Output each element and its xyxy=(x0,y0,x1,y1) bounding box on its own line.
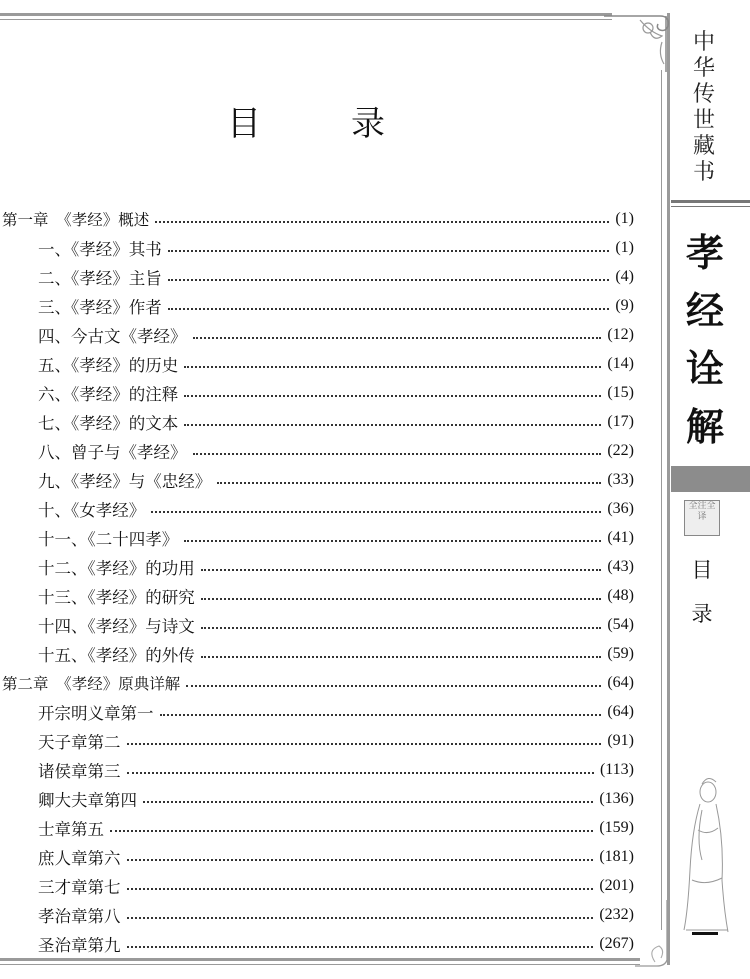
toc-section-row xyxy=(0,610,634,639)
toc-page-number: (15) xyxy=(607,383,634,401)
frame-right-rule-thin xyxy=(661,70,662,930)
book-title-char: 孝 xyxy=(685,230,724,275)
series-title xyxy=(688,30,720,186)
toc-dot-leader xyxy=(193,453,602,455)
toc-page-number: (33) xyxy=(607,470,634,488)
toc-page-number: (43) xyxy=(607,557,634,575)
page-title: 目 录 xyxy=(227,104,413,144)
toc-page-number: (181) xyxy=(599,847,634,865)
book-title xyxy=(683,224,727,456)
toc-dot-leader xyxy=(127,772,594,774)
toc-entry-label: 孝治章第八 xyxy=(38,906,121,926)
series-title-char: 传 xyxy=(692,82,715,107)
toc-dot-leader xyxy=(193,337,602,339)
toc-section-row xyxy=(0,494,634,523)
frame-bottom-rule xyxy=(0,958,640,961)
toc-section-row xyxy=(0,871,634,900)
toc-dot-leader xyxy=(184,395,601,397)
toc-entry-label: 天子章第二 xyxy=(38,732,121,752)
series-title-char: 世 xyxy=(692,108,715,133)
toc-chapter-row xyxy=(0,668,634,697)
toc-page-number: (54) xyxy=(607,615,634,633)
toc-section-row xyxy=(0,697,634,726)
toc-page-number: (64) xyxy=(607,673,634,691)
toc-page-number: (64) xyxy=(607,702,634,720)
toc-section-row xyxy=(0,233,634,262)
toc-section-row xyxy=(0,581,634,610)
section-title xyxy=(690,548,714,636)
toc-dot-leader xyxy=(151,511,601,513)
toc-entry-label: 第一章 《孝经》概述 xyxy=(2,210,150,229)
toc-page-number: (136) xyxy=(599,789,634,807)
toc-entry-label: 诸侯章第三 xyxy=(38,761,121,781)
toc-page-number: (9) xyxy=(615,296,634,314)
toc-dot-leader xyxy=(201,627,602,629)
seal-logo xyxy=(684,500,720,536)
toc-page-number: (267) xyxy=(599,934,634,952)
toc-entry-label: 五、《孝经》的历史 xyxy=(38,355,179,375)
toc-dot-leader xyxy=(201,656,602,658)
scholar-figure-icon xyxy=(672,770,732,940)
frame-bottom-rule-thin xyxy=(0,964,640,965)
toc-section-row xyxy=(0,755,634,784)
toc-section-row xyxy=(0,320,634,349)
toc-entry-label: 三才章第七 xyxy=(38,877,121,897)
toc-section-row xyxy=(0,813,634,842)
toc-dot-leader xyxy=(168,279,610,281)
toc-section-row xyxy=(0,639,634,668)
toc-entry-label: 卿大夫章第四 xyxy=(38,790,137,810)
toc-section-row xyxy=(0,523,634,552)
sidebar-rule xyxy=(671,200,750,203)
toc-entry-label: 庶人章第六 xyxy=(38,848,121,868)
toc-dot-leader xyxy=(160,714,602,716)
toc-entry-label: 十一、《二十四孝》 xyxy=(38,529,179,549)
toc-entry-label: 十五、《孝经》的外传 xyxy=(38,645,195,665)
toc-page-number: (1) xyxy=(615,238,634,256)
toc-page-number: (22) xyxy=(607,441,634,459)
page-marker xyxy=(692,932,718,935)
toc-dot-leader xyxy=(127,917,594,919)
toc-section-row xyxy=(0,465,634,494)
toc-page-number: (14) xyxy=(607,354,634,372)
toc-page-number: (201) xyxy=(599,876,634,894)
toc-entry-label: 十、《女孝经》 xyxy=(38,500,146,520)
toc-page-number: (48) xyxy=(607,586,634,604)
toc-dot-leader xyxy=(201,569,602,571)
toc-page-number: (232) xyxy=(599,905,634,923)
toc-page-number: (41) xyxy=(607,528,634,546)
toc-page-number: (1) xyxy=(615,209,634,227)
toc-section-row xyxy=(0,378,634,407)
table-of-contents xyxy=(0,204,634,958)
toc-entry-label: 二、《孝经》主旨 xyxy=(38,268,162,288)
toc-entry-label: 三、《孝经》作者 xyxy=(38,297,162,317)
toc-entry-label: 开宗明义章第一 xyxy=(38,703,154,723)
toc-entry-label: 十三、《孝经》的研究 xyxy=(38,587,195,607)
toc-dot-leader xyxy=(127,743,602,745)
toc-page-number: (113) xyxy=(599,760,634,778)
seal-text: 全注全译 xyxy=(688,501,716,522)
toc-entry-label: 士章第五 xyxy=(38,819,104,839)
toc-section-row xyxy=(0,726,634,755)
toc-page-number: (59) xyxy=(607,644,634,662)
toc-dot-leader xyxy=(186,685,601,687)
toc-section-row xyxy=(0,552,634,581)
series-title-char: 中 xyxy=(692,30,715,55)
toc-section-row xyxy=(0,842,634,871)
toc-entry-label: 十四、《孝经》与诗文 xyxy=(38,616,195,636)
toc-section-row xyxy=(0,929,634,958)
series-title-char: 藏 xyxy=(692,134,715,159)
toc-dot-leader xyxy=(184,424,601,426)
book-title-char: 诠 xyxy=(685,346,724,391)
toc-entry-label: 四、今古文《孝经》 xyxy=(38,326,187,346)
series-title-char: 书 xyxy=(692,160,715,185)
toc-dot-leader xyxy=(184,540,601,542)
toc-page-number: (17) xyxy=(607,412,634,430)
toc-dot-leader xyxy=(168,250,610,252)
toc-entry-label: 七、《孝经》的文本 xyxy=(38,413,179,433)
toc-dot-leader xyxy=(168,308,610,310)
toc-entry-label: 八、曾子与《孝经》 xyxy=(38,442,187,462)
toc-section-row xyxy=(0,349,634,378)
toc-section-row xyxy=(0,784,634,813)
toc-dot-leader xyxy=(184,366,601,368)
corner-ornament-icon xyxy=(600,2,680,82)
toc-section-row xyxy=(0,291,634,320)
toc-chapter-row xyxy=(0,204,634,233)
toc-section-row xyxy=(0,407,634,436)
toc-entry-label: 十二、《孝经》的功用 xyxy=(38,558,195,578)
book-title-char: 解 xyxy=(685,404,724,449)
toc-section-row xyxy=(0,262,634,291)
toc-entry-label: 六、《孝经》的注释 xyxy=(38,384,179,404)
toc-dot-leader xyxy=(201,598,602,600)
frame-top-rule-thin xyxy=(0,19,612,20)
toc-page-number: (36) xyxy=(607,499,634,517)
toc-entry-label: 第二章 《孝经》原典详解 xyxy=(2,674,181,693)
frame-right-rule xyxy=(667,13,670,965)
section-title-char: 目 xyxy=(691,558,713,582)
sidebar-rule-thin xyxy=(671,206,750,207)
toc-dot-leader xyxy=(217,482,601,484)
toc-page-number: (91) xyxy=(607,731,634,749)
toc-dot-leader xyxy=(155,221,609,223)
section-title-char: 录 xyxy=(691,602,713,626)
series-title-char: 华 xyxy=(692,56,715,81)
toc-page-number: (159) xyxy=(599,818,634,836)
toc-entry-label: 圣治章第九 xyxy=(38,935,121,955)
toc-entry-label: 一、《孝经》其书 xyxy=(38,239,162,259)
frame-top-rule xyxy=(0,13,612,16)
toc-section-row xyxy=(0,900,634,929)
toc-entry-label: 九、《孝经》与《忠经》 xyxy=(38,471,212,491)
toc-dot-leader xyxy=(127,859,594,861)
sidebar-band xyxy=(671,466,750,492)
toc-page-number: (12) xyxy=(607,325,634,343)
toc-dot-leader xyxy=(143,801,593,803)
toc-dot-leader xyxy=(127,946,594,948)
book-title-char: 经 xyxy=(685,288,724,333)
toc-dot-leader xyxy=(110,830,593,832)
toc-page-number: (4) xyxy=(615,267,634,285)
toc-section-row xyxy=(0,436,634,465)
toc-dot-leader xyxy=(127,888,594,890)
